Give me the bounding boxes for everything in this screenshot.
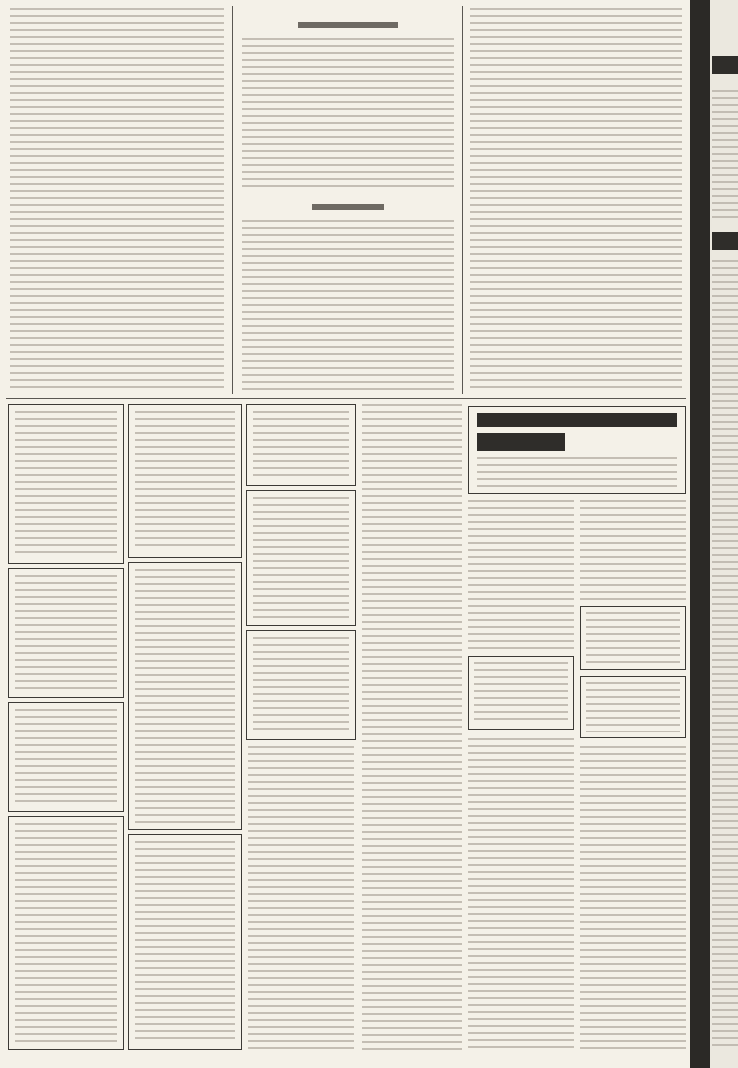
column-divider bbox=[232, 6, 233, 394]
binding-gutter bbox=[690, 0, 710, 1068]
announcement-box bbox=[8, 404, 124, 564]
announcement-box bbox=[128, 562, 242, 830]
advertisement-column bbox=[468, 500, 574, 1050]
announcement-box bbox=[246, 404, 356, 486]
column-divider bbox=[462, 6, 463, 394]
listing-column bbox=[362, 404, 462, 1050]
advertisement-column bbox=[580, 500, 686, 1050]
advertisement-heading-band bbox=[477, 413, 677, 427]
text-column bbox=[248, 746, 354, 1050]
announcement-box bbox=[128, 404, 242, 558]
article-text bbox=[242, 38, 454, 188]
announcement-box bbox=[128, 834, 242, 1050]
announcement-box bbox=[580, 676, 686, 738]
article-text bbox=[242, 220, 454, 392]
text-column bbox=[10, 8, 224, 392]
announcement-box bbox=[580, 606, 686, 670]
adjacent-page-band bbox=[712, 56, 738, 74]
article-heading bbox=[298, 22, 398, 28]
text-column bbox=[470, 8, 682, 392]
section-divider bbox=[6, 398, 686, 399]
text-column bbox=[242, 8, 454, 392]
announcement-box bbox=[8, 816, 124, 1050]
announcement-box bbox=[246, 630, 356, 740]
announcement-box bbox=[468, 656, 574, 730]
announcement-box bbox=[8, 568, 124, 698]
advertisement-box bbox=[468, 406, 686, 494]
article-heading bbox=[312, 204, 384, 210]
announcement-box bbox=[246, 490, 356, 626]
announcement-box bbox=[8, 702, 124, 812]
advertisement-heading-band bbox=[477, 433, 565, 451]
adjacent-page-band bbox=[712, 232, 738, 250]
adjacent-page-edge bbox=[710, 0, 738, 1068]
